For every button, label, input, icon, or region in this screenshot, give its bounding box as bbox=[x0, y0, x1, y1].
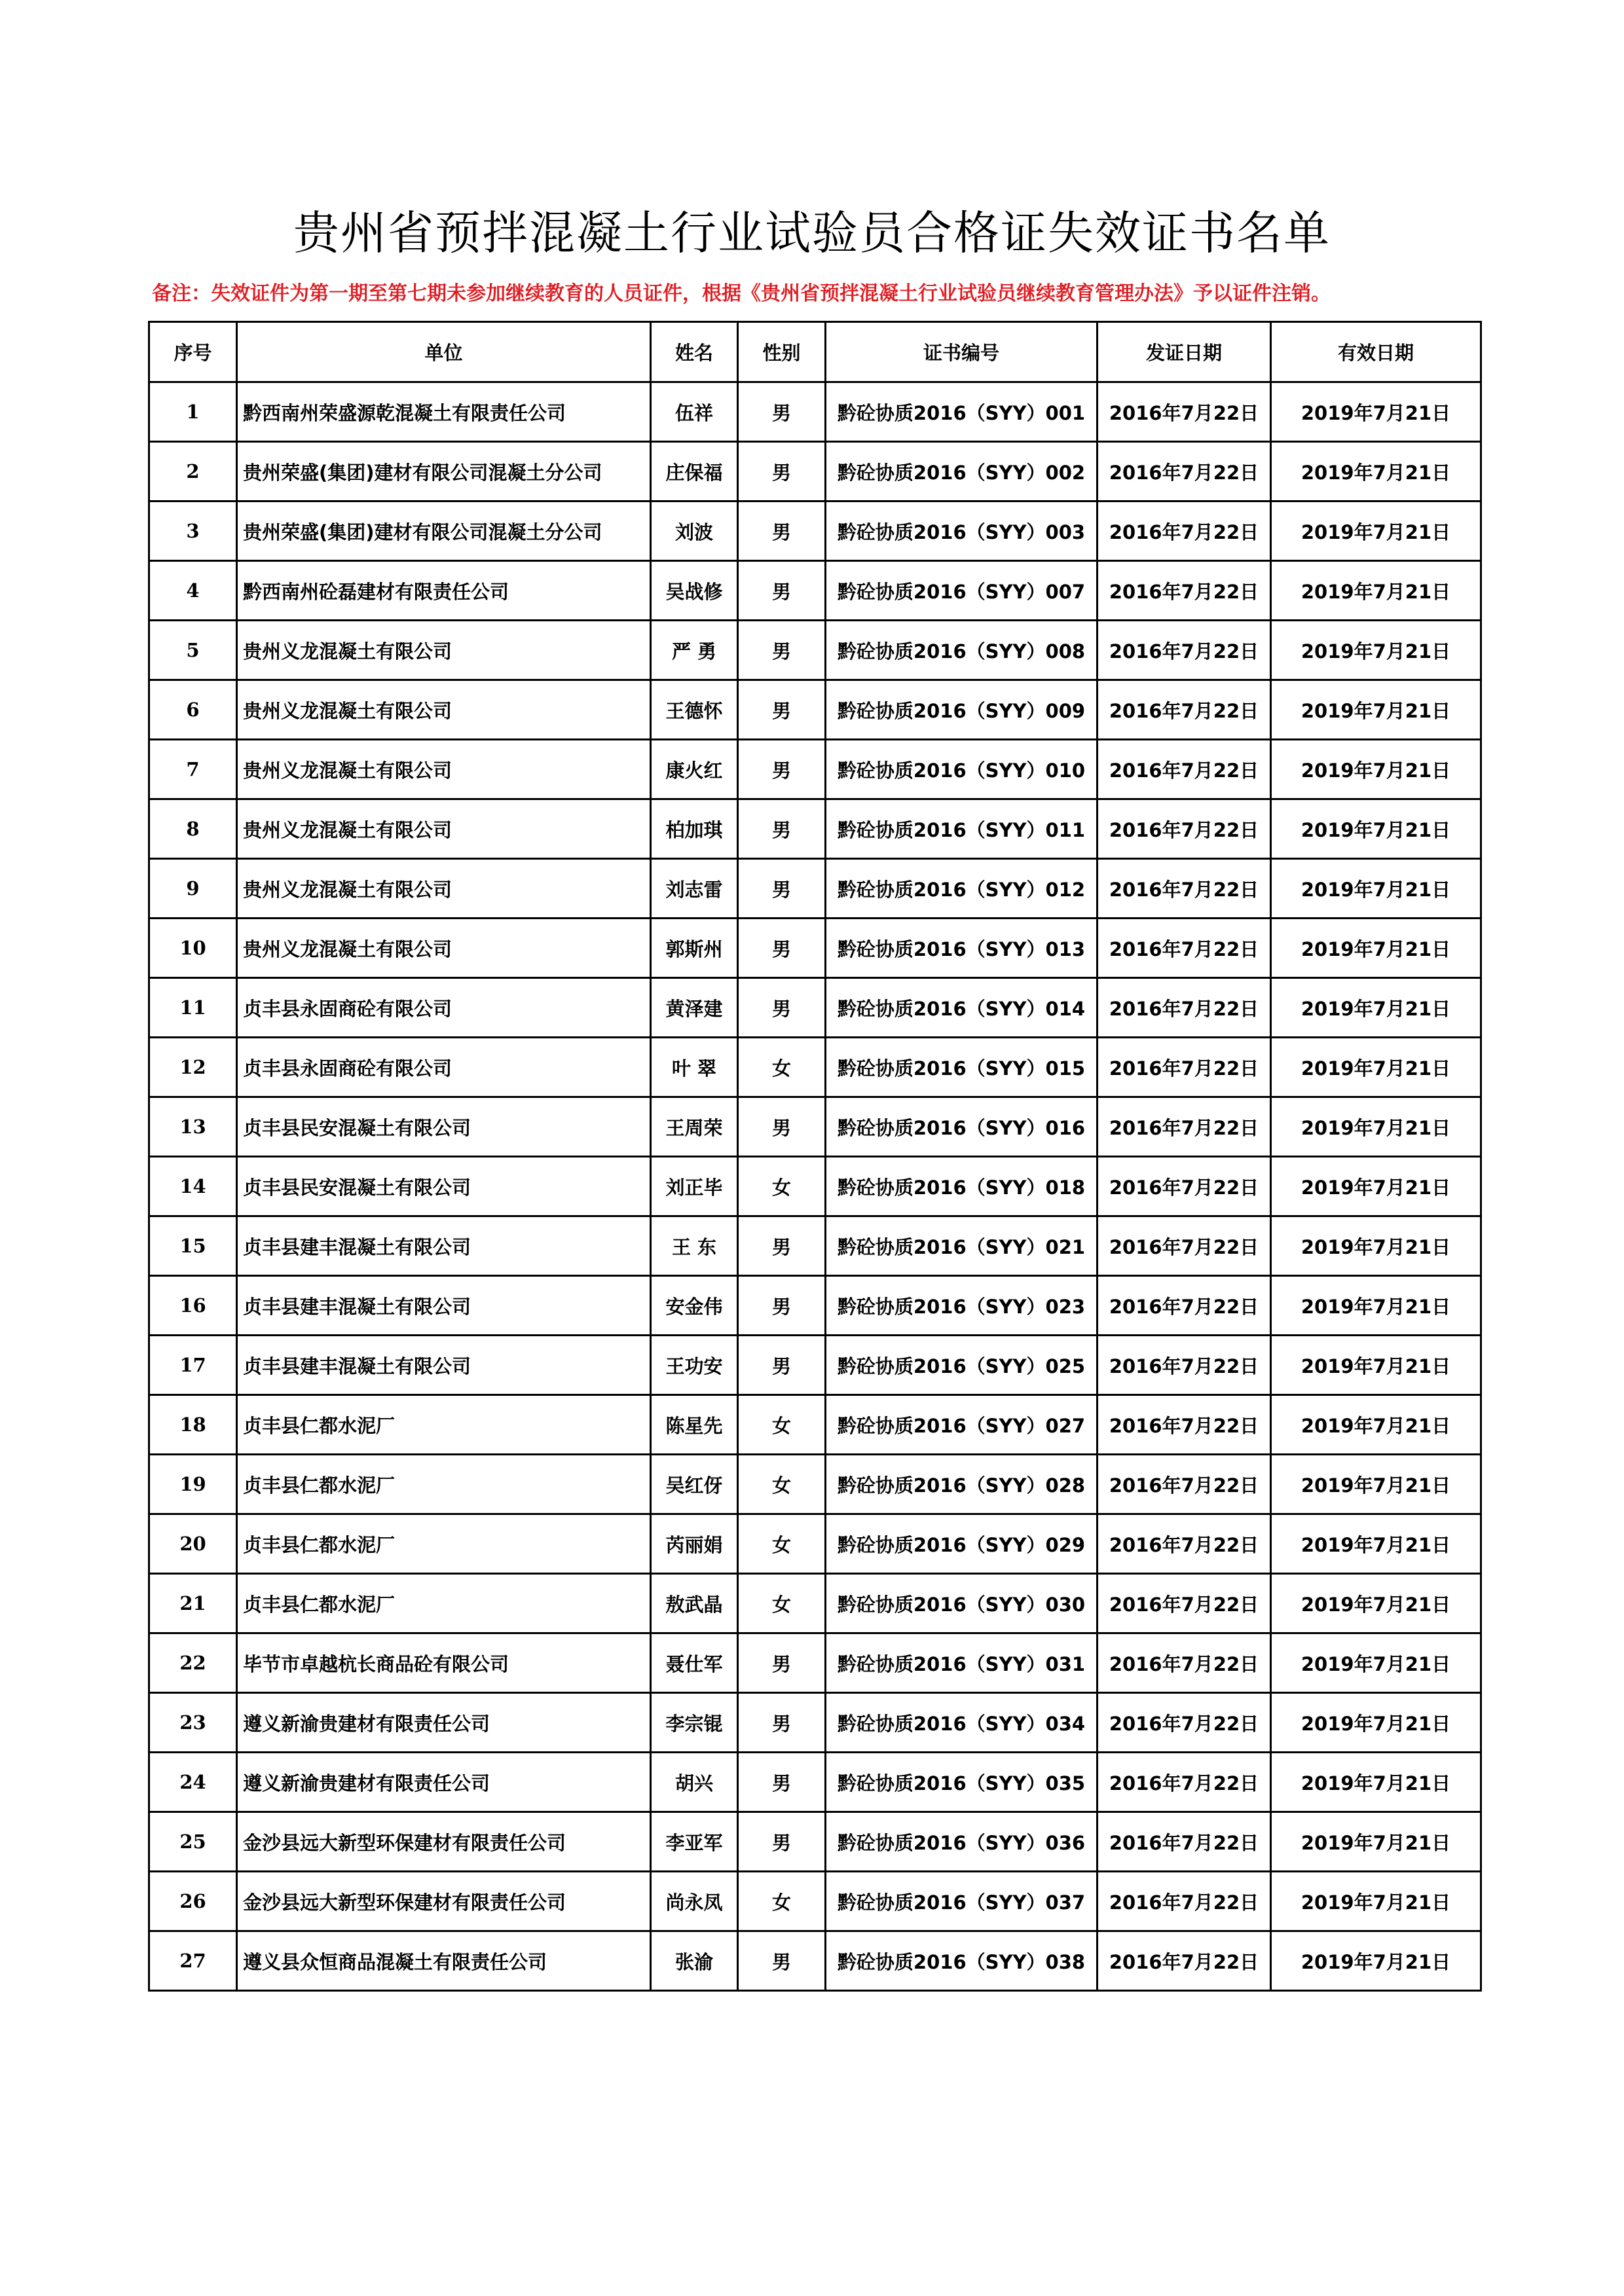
cell-issue-date: 2016年7月22日 bbox=[1098, 680, 1271, 740]
cell-gender: 男 bbox=[738, 740, 826, 799]
cell-index: 1 bbox=[149, 382, 237, 442]
table-row bbox=[149, 1514, 1481, 1574]
cell-name: 刘正毕 bbox=[651, 1157, 738, 1216]
cell-gender: 男 bbox=[738, 442, 826, 501]
cell-issue-date: 2016年7月22日 bbox=[1098, 740, 1271, 799]
header-unit: 单位 bbox=[237, 322, 651, 382]
cell-unit: 贵州荣盛(集团)建材有限公司混凝土分公司 bbox=[237, 501, 651, 561]
cell-valid-date: 2019年7月21日 bbox=[1271, 1336, 1481, 1395]
cell-issue-date: 2016年7月22日 bbox=[1098, 1038, 1271, 1097]
cell-gender: 男 bbox=[738, 799, 826, 859]
cell-issue-date: 2016年7月22日 bbox=[1098, 621, 1271, 680]
cell-certificate-no: 黔砼协质2016（SYY）003 bbox=[826, 501, 1098, 561]
cell-index: 21 bbox=[149, 1574, 237, 1633]
table-row bbox=[149, 1812, 1481, 1872]
cell-unit: 贞丰县仁都水泥厂 bbox=[237, 1574, 651, 1633]
cell-certificate-no: 黔砼协质2016（SYY）009 bbox=[826, 680, 1098, 740]
cell-issue-date: 2016年7月22日 bbox=[1098, 1514, 1271, 1574]
cell-issue-date: 2016年7月22日 bbox=[1098, 1931, 1271, 1991]
cell-gender: 男 bbox=[738, 1693, 826, 1753]
cell-index: 19 bbox=[149, 1455, 237, 1514]
table-row bbox=[149, 1753, 1481, 1812]
cell-valid-date: 2019年7月21日 bbox=[1271, 1395, 1481, 1455]
cell-gender: 男 bbox=[738, 1276, 826, 1336]
cell-certificate-no: 黔砼协质2016（SYY）025 bbox=[826, 1336, 1098, 1395]
cell-valid-date: 2019年7月21日 bbox=[1271, 1157, 1481, 1216]
cell-issue-date: 2016年7月22日 bbox=[1098, 382, 1271, 442]
cell-valid-date: 2019年7月21日 bbox=[1271, 1216, 1481, 1276]
cell-index: 20 bbox=[149, 1514, 237, 1574]
cell-certificate-no: 黔砼协质2016（SYY）035 bbox=[826, 1753, 1098, 1812]
cell-certificate-no: 黔砼协质2016（SYY）018 bbox=[826, 1157, 1098, 1216]
table-row bbox=[149, 1455, 1481, 1514]
cell-valid-date: 2019年7月21日 bbox=[1271, 442, 1481, 501]
cell-index: 15 bbox=[149, 1216, 237, 1276]
cell-issue-date: 2016年7月22日 bbox=[1098, 1872, 1271, 1931]
cell-certificate-no: 黔砼协质2016（SYY）013 bbox=[826, 919, 1098, 978]
cell-index: 2 bbox=[149, 442, 237, 501]
cell-certificate-no: 黔砼协质2016（SYY）001 bbox=[826, 382, 1098, 442]
cell-unit: 贞丰县建丰混凝土有限公司 bbox=[237, 1216, 651, 1276]
cell-index: 4 bbox=[149, 561, 237, 621]
cell-valid-date: 2019年7月21日 bbox=[1271, 382, 1481, 442]
header-certificate-no: 证书编号 bbox=[826, 322, 1098, 382]
cell-name: 张渝 bbox=[651, 1931, 738, 1991]
cell-issue-date: 2016年7月22日 bbox=[1098, 1812, 1271, 1872]
cell-gender: 男 bbox=[738, 1633, 826, 1693]
table-row bbox=[149, 442, 1481, 501]
cell-issue-date: 2016年7月22日 bbox=[1098, 1455, 1271, 1514]
cell-unit: 贞丰县仁都水泥厂 bbox=[237, 1395, 651, 1455]
cell-unit: 贞丰县建丰混凝土有限公司 bbox=[237, 1276, 651, 1336]
cell-certificate-no: 黔砼协质2016（SYY）021 bbox=[826, 1216, 1098, 1276]
header-name: 姓名 bbox=[651, 322, 738, 382]
cell-certificate-no: 黔砼协质2016（SYY）007 bbox=[826, 561, 1098, 621]
cell-name: 王德怀 bbox=[651, 680, 738, 740]
cell-index: 27 bbox=[149, 1931, 237, 1991]
cell-issue-date: 2016年7月22日 bbox=[1098, 1633, 1271, 1693]
cell-certificate-no: 黔砼协质2016（SYY）034 bbox=[826, 1693, 1098, 1753]
table-row bbox=[149, 1693, 1481, 1753]
header-gender: 性别 bbox=[738, 322, 826, 382]
cell-issue-date: 2016年7月22日 bbox=[1098, 442, 1271, 501]
cell-unit: 黔西南州荣盛源乾混凝土有限责任公司 bbox=[237, 382, 651, 442]
cell-name: 陈星先 bbox=[651, 1395, 738, 1455]
cell-valid-date: 2019年7月21日 bbox=[1271, 799, 1481, 859]
cell-unit: 金沙县远大新型环保建材有限责任公司 bbox=[237, 1812, 651, 1872]
cell-index: 26 bbox=[149, 1872, 237, 1931]
cell-unit: 贞丰县仁都水泥厂 bbox=[237, 1514, 651, 1574]
cell-gender: 男 bbox=[738, 1931, 826, 1991]
cell-certificate-no: 黔砼协质2016（SYY）038 bbox=[826, 1931, 1098, 1991]
header-index: 序号 bbox=[149, 322, 237, 382]
cell-index: 10 bbox=[149, 919, 237, 978]
cell-name: 严 勇 bbox=[651, 621, 738, 680]
cell-index: 3 bbox=[149, 501, 237, 561]
cell-unit: 贵州义龙混凝土有限公司 bbox=[237, 621, 651, 680]
cell-certificate-no: 黔砼协质2016（SYY）011 bbox=[826, 799, 1098, 859]
cell-issue-date: 2016年7月22日 bbox=[1098, 1693, 1271, 1753]
cell-valid-date: 2019年7月21日 bbox=[1271, 1931, 1481, 1991]
cell-issue-date: 2016年7月22日 bbox=[1098, 1276, 1271, 1336]
cell-valid-date: 2019年7月21日 bbox=[1271, 680, 1481, 740]
cell-index: 11 bbox=[149, 978, 237, 1038]
cell-gender: 男 bbox=[738, 382, 826, 442]
cell-index: 14 bbox=[149, 1157, 237, 1216]
cell-certificate-no: 黔砼协质2016（SYY）012 bbox=[826, 859, 1098, 919]
table-row bbox=[149, 1395, 1481, 1455]
cell-certificate-no: 黔砼协质2016（SYY）015 bbox=[826, 1038, 1098, 1097]
cell-unit: 贞丰县建丰混凝土有限公司 bbox=[237, 1336, 651, 1395]
cell-unit: 金沙县远大新型环保建材有限责任公司 bbox=[237, 1872, 651, 1931]
table-row bbox=[149, 1097, 1481, 1157]
cell-certificate-no: 黔砼协质2016（SYY）036 bbox=[826, 1812, 1098, 1872]
cell-valid-date: 2019年7月21日 bbox=[1271, 740, 1481, 799]
cell-valid-date: 2019年7月21日 bbox=[1271, 561, 1481, 621]
cell-gender: 女 bbox=[738, 1872, 826, 1931]
cell-certificate-no: 黔砼协质2016（SYY）029 bbox=[826, 1514, 1098, 1574]
table-row bbox=[149, 740, 1481, 799]
certificate-table bbox=[148, 321, 1482, 1992]
cell-issue-date: 2016年7月22日 bbox=[1098, 1157, 1271, 1216]
cell-index: 12 bbox=[149, 1038, 237, 1097]
cell-unit: 贞丰县仁都水泥厂 bbox=[237, 1455, 651, 1514]
table-row bbox=[149, 1931, 1481, 1991]
cell-certificate-no: 黔砼协质2016（SYY）023 bbox=[826, 1276, 1098, 1336]
cell-unit: 贵州义龙混凝土有限公司 bbox=[237, 919, 651, 978]
cell-unit: 遵义新渝贵建材有限责任公司 bbox=[237, 1693, 651, 1753]
table-row bbox=[149, 561, 1481, 621]
cell-gender: 女 bbox=[738, 1455, 826, 1514]
table-row bbox=[149, 382, 1481, 442]
cell-gender: 女 bbox=[738, 1157, 826, 1216]
cell-gender: 男 bbox=[738, 1336, 826, 1395]
cell-index: 23 bbox=[149, 1693, 237, 1753]
cell-unit: 贵州义龙混凝土有限公司 bbox=[237, 859, 651, 919]
cell-name: 柏加琪 bbox=[651, 799, 738, 859]
cell-index: 6 bbox=[149, 680, 237, 740]
cell-name: 刘波 bbox=[651, 501, 738, 561]
cell-gender: 男 bbox=[738, 680, 826, 740]
table-row bbox=[149, 799, 1481, 859]
cell-unit: 贵州义龙混凝土有限公司 bbox=[237, 680, 651, 740]
cell-index: 17 bbox=[149, 1336, 237, 1395]
cell-index: 22 bbox=[149, 1633, 237, 1693]
cell-certificate-no: 黔砼协质2016（SYY）008 bbox=[826, 621, 1098, 680]
cell-name: 尚永凤 bbox=[651, 1872, 738, 1931]
cell-issue-date: 2016年7月22日 bbox=[1098, 1336, 1271, 1395]
cell-issue-date: 2016年7月22日 bbox=[1098, 859, 1271, 919]
table-row bbox=[149, 1633, 1481, 1693]
cell-valid-date: 2019年7月21日 bbox=[1271, 1038, 1481, 1097]
table-row bbox=[149, 1872, 1481, 1931]
cell-issue-date: 2016年7月22日 bbox=[1098, 561, 1271, 621]
cell-name: 李亚军 bbox=[651, 1812, 738, 1872]
cell-valid-date: 2019年7月21日 bbox=[1271, 501, 1481, 561]
header-valid-date: 有效日期 bbox=[1271, 322, 1481, 382]
cell-name: 聂仕军 bbox=[651, 1633, 738, 1693]
cell-valid-date: 2019年7月21日 bbox=[1271, 1872, 1481, 1931]
cell-certificate-no: 黔砼协质2016（SYY）002 bbox=[826, 442, 1098, 501]
cell-issue-date: 2016年7月22日 bbox=[1098, 1574, 1271, 1633]
table-row bbox=[149, 978, 1481, 1038]
cell-unit: 贵州义龙混凝土有限公司 bbox=[237, 740, 651, 799]
cell-certificate-no: 黔砼协质2016（SYY）037 bbox=[826, 1872, 1098, 1931]
header-issue-date: 发证日期 bbox=[1098, 322, 1271, 382]
cell-certificate-no: 黔砼协质2016（SYY）027 bbox=[826, 1395, 1098, 1455]
table-row bbox=[149, 1574, 1481, 1633]
table-row bbox=[149, 859, 1481, 919]
cell-name: 郭斯州 bbox=[651, 919, 738, 978]
cell-name: 王 东 bbox=[651, 1216, 738, 1276]
cell-gender: 男 bbox=[738, 919, 826, 978]
cell-certificate-no: 黔砼协质2016（SYY）010 bbox=[826, 740, 1098, 799]
cell-gender: 男 bbox=[738, 978, 826, 1038]
cell-unit: 毕节市卓越杭长商品砼有限公司 bbox=[237, 1633, 651, 1693]
cell-unit: 贞丰县永固商砼有限公司 bbox=[237, 1038, 651, 1097]
cell-name: 黄泽建 bbox=[651, 978, 738, 1038]
cell-issue-date: 2016年7月22日 bbox=[1098, 1216, 1271, 1276]
cell-index: 25 bbox=[149, 1812, 237, 1872]
cell-certificate-no: 黔砼协质2016（SYY）031 bbox=[826, 1633, 1098, 1693]
cell-index: 16 bbox=[149, 1276, 237, 1336]
cell-unit: 贞丰县民安混凝土有限公司 bbox=[237, 1097, 651, 1157]
cell-index: 8 bbox=[149, 799, 237, 859]
cell-issue-date: 2016年7月22日 bbox=[1098, 919, 1271, 978]
cell-name: 胡兴 bbox=[651, 1753, 738, 1812]
cell-valid-date: 2019年7月21日 bbox=[1271, 621, 1481, 680]
cell-name: 叶 翠 bbox=[651, 1038, 738, 1097]
cell-name: 安金伟 bbox=[651, 1276, 738, 1336]
cell-index: 24 bbox=[149, 1753, 237, 1812]
remark-note: 备注：失效证件为第一期至第七期未参加继续教育的人员证件，根据《贵州省预拌混凝土行业试验员继续教育管理办法》予以证件注销。 bbox=[152, 282, 1331, 305]
cell-name: 王周荣 bbox=[651, 1097, 738, 1157]
cell-unit: 贵州义龙混凝土有限公司 bbox=[237, 799, 651, 859]
cell-name: 刘志雷 bbox=[651, 859, 738, 919]
cell-gender: 男 bbox=[738, 1216, 826, 1276]
cell-issue-date: 2016年7月22日 bbox=[1098, 799, 1271, 859]
cell-gender: 女 bbox=[738, 1574, 826, 1633]
cell-valid-date: 2019年7月21日 bbox=[1271, 1693, 1481, 1753]
cell-valid-date: 2019年7月21日 bbox=[1271, 1753, 1481, 1812]
cell-name: 李宗锟 bbox=[651, 1693, 738, 1753]
cell-valid-date: 2019年7月21日 bbox=[1271, 1276, 1481, 1336]
cell-valid-date: 2019年7月21日 bbox=[1271, 1455, 1481, 1514]
table-row bbox=[149, 680, 1481, 740]
cell-index: 13 bbox=[149, 1097, 237, 1157]
cell-valid-date: 2019年7月21日 bbox=[1271, 1574, 1481, 1633]
cell-name: 伍祥 bbox=[651, 382, 738, 442]
page-title: 贵州省预拌混凝土行业试验员合格证失效证书名单 bbox=[293, 206, 1331, 260]
cell-unit: 贞丰县永固商砼有限公司 bbox=[237, 978, 651, 1038]
table-row bbox=[149, 501, 1481, 561]
cell-gender: 女 bbox=[738, 1514, 826, 1574]
cell-gender: 男 bbox=[738, 561, 826, 621]
table-row bbox=[149, 621, 1481, 680]
table-row bbox=[149, 1216, 1481, 1276]
cell-valid-date: 2019年7月21日 bbox=[1271, 1514, 1481, 1574]
cell-valid-date: 2019年7月21日 bbox=[1271, 1097, 1481, 1157]
cell-unit: 贵州荣盛(集团)建材有限公司混凝土分公司 bbox=[237, 442, 651, 501]
cell-unit: 贞丰县民安混凝土有限公司 bbox=[237, 1157, 651, 1216]
cell-gender: 男 bbox=[738, 859, 826, 919]
cell-valid-date: 2019年7月21日 bbox=[1271, 859, 1481, 919]
cell-gender: 男 bbox=[738, 501, 826, 561]
cell-certificate-no: 黔砼协质2016（SYY）030 bbox=[826, 1574, 1098, 1633]
cell-unit: 黔西南州砼磊建材有限责任公司 bbox=[237, 561, 651, 621]
cell-gender: 女 bbox=[738, 1395, 826, 1455]
cell-certificate-no: 黔砼协质2016（SYY）028 bbox=[826, 1455, 1098, 1514]
cell-issue-date: 2016年7月22日 bbox=[1098, 501, 1271, 561]
table-header-row bbox=[149, 322, 1481, 382]
cell-name: 敖武晶 bbox=[651, 1574, 738, 1633]
cell-gender: 男 bbox=[738, 1097, 826, 1157]
cell-name: 芮丽娟 bbox=[651, 1514, 738, 1574]
cell-name: 康火红 bbox=[651, 740, 738, 799]
cell-index: 9 bbox=[149, 859, 237, 919]
cell-gender: 男 bbox=[738, 621, 826, 680]
cell-certificate-no: 黔砼协质2016（SYY）014 bbox=[826, 978, 1098, 1038]
cell-gender: 男 bbox=[738, 1812, 826, 1872]
cell-valid-date: 2019年7月21日 bbox=[1271, 919, 1481, 978]
table-row bbox=[149, 919, 1481, 978]
cell-valid-date: 2019年7月21日 bbox=[1271, 1633, 1481, 1693]
cell-name: 吴红伢 bbox=[651, 1455, 738, 1514]
cell-issue-date: 2016年7月22日 bbox=[1098, 1395, 1271, 1455]
cell-issue-date: 2016年7月22日 bbox=[1098, 1097, 1271, 1157]
cell-certificate-no: 黔砼协质2016（SYY）016 bbox=[826, 1097, 1098, 1157]
table-row bbox=[149, 1276, 1481, 1336]
cell-name: 王功安 bbox=[651, 1336, 738, 1395]
table-row bbox=[149, 1038, 1481, 1097]
cell-index: 18 bbox=[149, 1395, 237, 1455]
cell-valid-date: 2019年7月21日 bbox=[1271, 978, 1481, 1038]
cell-issue-date: 2016年7月22日 bbox=[1098, 978, 1271, 1038]
cell-valid-date: 2019年7月21日 bbox=[1271, 1812, 1481, 1872]
cell-gender: 女 bbox=[738, 1038, 826, 1097]
cell-name: 庄保福 bbox=[651, 442, 738, 501]
table-row bbox=[149, 1336, 1481, 1395]
cell-index: 7 bbox=[149, 740, 237, 799]
cell-index: 5 bbox=[149, 621, 237, 680]
cell-name: 吴战修 bbox=[651, 561, 738, 621]
cell-gender: 男 bbox=[738, 1753, 826, 1812]
cell-issue-date: 2016年7月22日 bbox=[1098, 1753, 1271, 1812]
cell-unit: 遵义新渝贵建材有限责任公司 bbox=[237, 1753, 651, 1812]
table-row bbox=[149, 1157, 1481, 1216]
cell-unit: 遵义县众恒商品混凝土有限责任公司 bbox=[237, 1931, 651, 1991]
